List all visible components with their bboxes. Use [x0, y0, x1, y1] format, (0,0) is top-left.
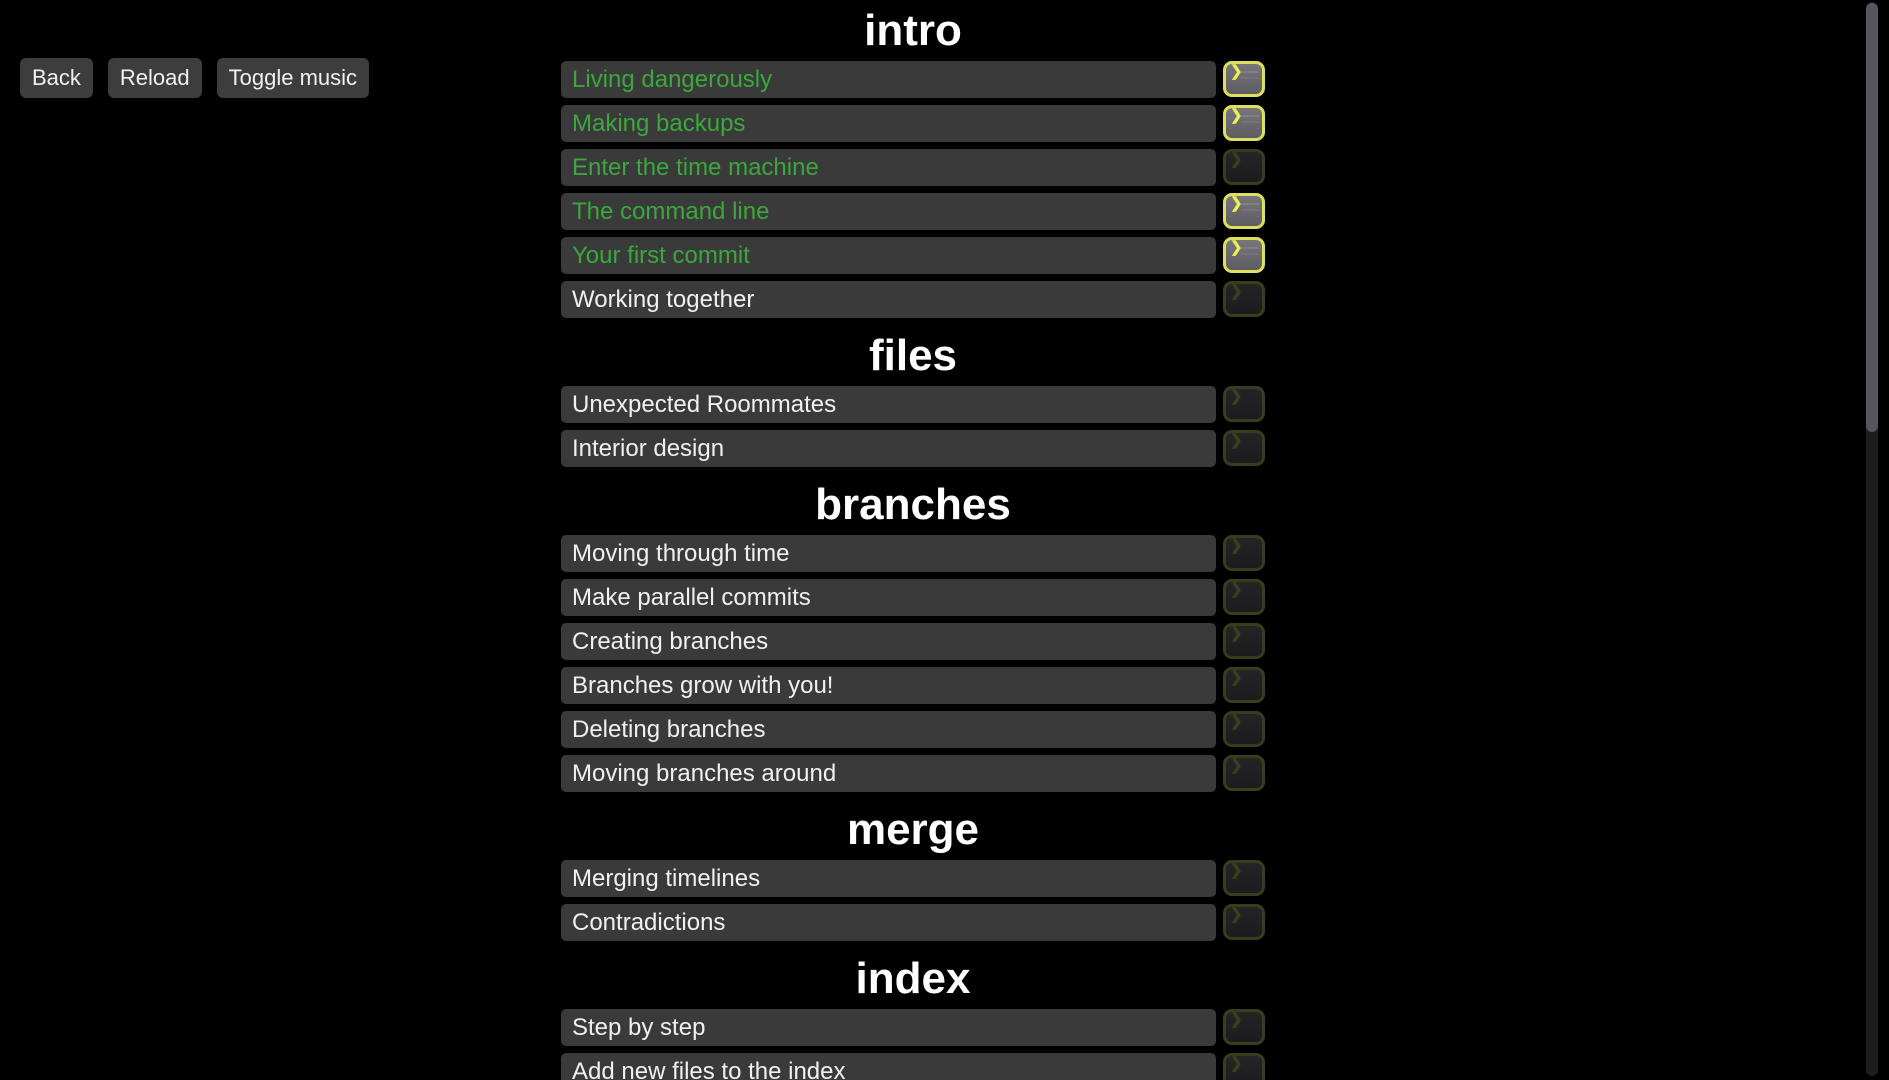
scrollbar-thumb[interactable]	[1866, 3, 1878, 432]
section-rows	[561, 61, 1265, 318]
level-button[interactable]	[561, 61, 1216, 98]
terminal-prompt-icon: ❯	[1230, 283, 1243, 300]
terminal-prompt-icon: ❯	[1230, 713, 1243, 730]
level-terminal-button[interactable]	[1223, 535, 1265, 571]
level-button[interactable]	[561, 579, 1216, 616]
terminal-prompt-icon: ❯	[1230, 625, 1243, 642]
level-label: Make parallel commits	[572, 583, 811, 611]
level-section	[561, 948, 1265, 1080]
level-label: Living dangerously	[572, 65, 773, 93]
level-button[interactable]	[561, 1053, 1216, 1080]
level-terminal-button[interactable]	[1223, 281, 1265, 317]
level-terminal-button[interactable]	[1223, 623, 1265, 659]
level-terminal-button[interactable]	[1223, 579, 1265, 615]
level-button[interactable]	[561, 904, 1216, 941]
terminal-prompt-icon: ❯	[1230, 862, 1243, 879]
section-title: index	[855, 954, 971, 1003]
level-label: Add new files to the index	[572, 1057, 846, 1080]
level-label: Moving through time	[572, 539, 790, 567]
terminal-prompt-icon: ❯	[1230, 669, 1243, 686]
level-section	[561, 474, 1265, 792]
level-terminal-button[interactable]	[1223, 860, 1265, 896]
terminal-prompt-icon: ❯	[1230, 1055, 1243, 1072]
level-terminal-button[interactable]	[1223, 1009, 1265, 1045]
level-label: Step by step	[572, 1013, 706, 1041]
level-button[interactable]	[561, 193, 1216, 230]
level-sections	[561, 0, 1265, 1080]
level-row	[561, 386, 1265, 423]
level-label: Making backups	[572, 109, 746, 137]
level-button[interactable]	[561, 430, 1216, 467]
level-row	[561, 1009, 1265, 1046]
level-terminal-button[interactable]	[1223, 237, 1265, 273]
terminal-prompt-icon: ❯	[1230, 107, 1243, 124]
level-button[interactable]	[561, 105, 1216, 142]
level-button[interactable]	[561, 281, 1216, 318]
level-row	[561, 193, 1265, 230]
level-button[interactable]	[561, 755, 1216, 792]
level-row	[561, 105, 1265, 142]
level-row	[561, 860, 1265, 897]
level-label: The command line	[572, 197, 770, 225]
level-row	[561, 904, 1265, 941]
level-terminal-button[interactable]	[1223, 667, 1265, 703]
terminal-prompt-icon: ❯	[1230, 195, 1243, 212]
level-label: Enter the time machine	[572, 153, 819, 181]
terminal-prompt-icon: ❯	[1230, 537, 1243, 554]
level-row	[561, 579, 1265, 616]
section-title: intro	[864, 6, 962, 55]
terminal-prompt-icon: ❯	[1230, 906, 1243, 923]
section-rows	[561, 1009, 1265, 1080]
level-row	[561, 667, 1265, 704]
level-terminal-button[interactable]	[1223, 105, 1265, 141]
terminal-prompt-icon: ❯	[1230, 239, 1243, 256]
level-terminal-button[interactable]	[1223, 755, 1265, 791]
section-rows	[561, 386, 1265, 467]
level-button[interactable]	[561, 667, 1216, 704]
level-row	[561, 623, 1265, 660]
level-terminal-button[interactable]	[1223, 1053, 1265, 1080]
level-button[interactable]	[561, 386, 1216, 423]
level-button[interactable]	[561, 623, 1216, 660]
section-title: files	[868, 331, 958, 380]
level-row	[561, 237, 1265, 274]
level-menu	[561, 0, 1265, 1080]
level-row	[561, 755, 1265, 792]
level-terminal-button[interactable]	[1223, 61, 1265, 97]
level-label: Unexpected Roommates	[572, 390, 837, 418]
terminal-prompt-icon: ❯	[1230, 757, 1243, 774]
level-row	[561, 535, 1265, 572]
reload-button[interactable]: Reload	[108, 58, 202, 98]
level-label: Interior design	[572, 434, 725, 462]
section-title: merge	[846, 805, 980, 854]
level-row	[561, 149, 1265, 186]
level-label: Merging timelines	[572, 864, 761, 892]
level-label: Branches grow with you!	[572, 671, 834, 699]
level-label: Contradictions	[572, 908, 726, 936]
section-title: branches	[815, 480, 1011, 529]
level-section	[561, 0, 1265, 318]
level-button[interactable]	[561, 1009, 1216, 1046]
toggle-music-button[interactable]: Toggle music	[217, 58, 369, 98]
level-section	[561, 325, 1265, 467]
level-label: Creating branches	[572, 627, 769, 655]
level-section	[561, 799, 1265, 941]
terminal-prompt-icon: ❯	[1230, 581, 1243, 598]
level-label: Deleting branches	[572, 715, 766, 743]
terminal-prompt-icon: ❯	[1230, 1011, 1243, 1028]
terminal-prompt-icon: ❯	[1230, 432, 1243, 449]
back-button[interactable]: Back	[20, 58, 93, 98]
level-row	[561, 61, 1265, 98]
section-rows	[561, 860, 1265, 941]
level-button[interactable]	[561, 149, 1216, 186]
level-button[interactable]	[561, 711, 1216, 748]
level-row	[561, 1053, 1265, 1080]
level-button[interactable]	[561, 237, 1216, 274]
level-row	[561, 281, 1265, 318]
level-terminal-button[interactable]	[1223, 430, 1265, 466]
section-rows	[561, 535, 1265, 792]
level-terminal-button[interactable]	[1223, 193, 1265, 229]
level-row	[561, 711, 1265, 748]
level-terminal-button[interactable]	[1223, 904, 1265, 940]
level-terminal-button[interactable]	[1223, 711, 1265, 747]
level-button[interactable]	[561, 860, 1216, 897]
terminal-prompt-icon: ❯	[1230, 151, 1243, 168]
level-label: Moving branches around	[572, 759, 837, 787]
level-terminal-button[interactable]	[1223, 386, 1265, 422]
level-label: Working together	[572, 285, 755, 313]
level-terminal-button[interactable]	[1223, 149, 1265, 185]
level-label: Your first commit	[572, 241, 750, 269]
terminal-prompt-icon: ❯	[1230, 388, 1243, 405]
terminal-prompt-icon: ❯	[1230, 63, 1243, 80]
level-row	[561, 430, 1265, 467]
toolbar	[20, 58, 369, 98]
level-button[interactable]	[561, 535, 1216, 572]
